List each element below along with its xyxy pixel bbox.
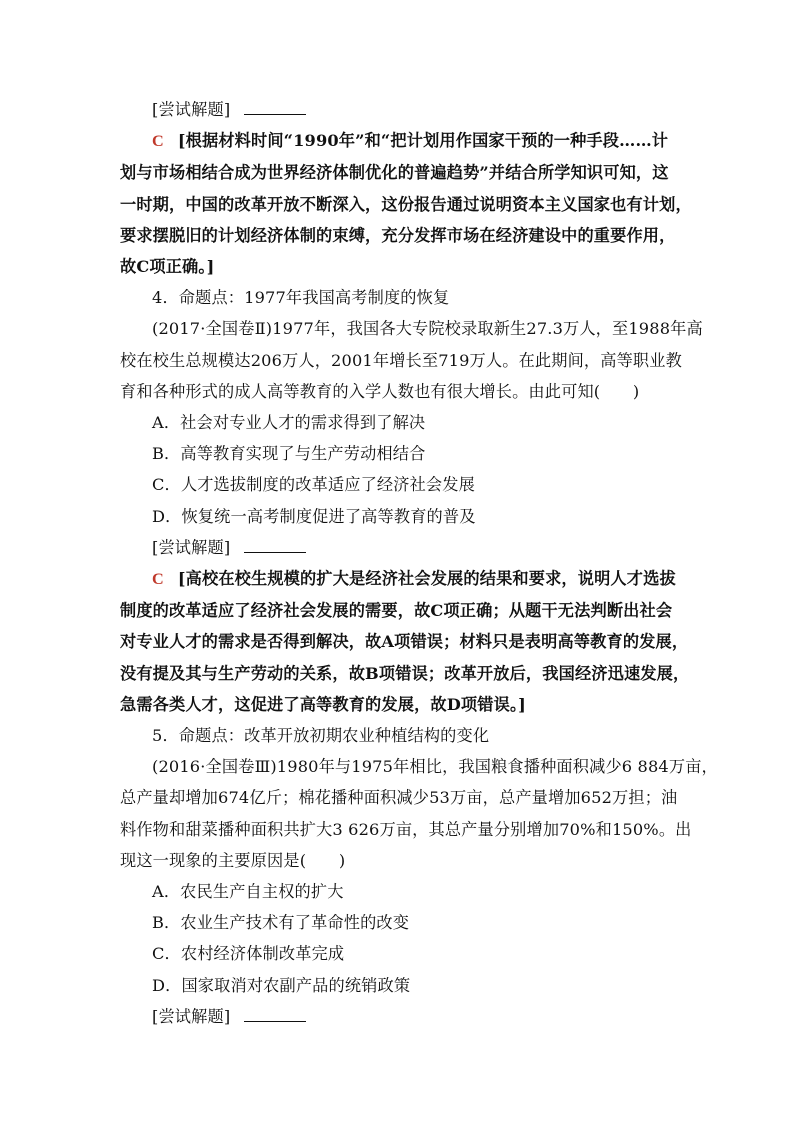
try-answer-text: [尝试解题]	[152, 537, 231, 557]
try-answer-text: [尝试解题]	[152, 100, 231, 119]
question-5-option-b: B．农业生产技术有了革命性的改变	[152, 913, 410, 933]
answer-letter: C	[152, 132, 164, 151]
answer-blank[interactable]	[244, 538, 306, 553]
question-5-stem-line-3: 现这一现象的主要原因是( )	[120, 850, 346, 870]
question-4-option-b: B．高等教育实现了与生产劳动相结合	[152, 444, 426, 464]
question-4-option-c: C．人才选拔制度的改革适应了经济社会发展	[152, 475, 475, 495]
answer-blank[interactable]	[244, 1007, 306, 1022]
question-4-option-d: D．恢复统一高考制度促进了高等教育的普及	[152, 506, 476, 526]
answer-explanation-1-line-3: 要求摆脱旧的计划经济体制的束缚，充分发挥市场在经济建设中的重要作用，	[120, 225, 676, 245]
answer-explanation-2-line-4: 急需各类人才，这促进了高等教育的发展，故D项错误。]	[120, 694, 526, 714]
question-5-option-d: D．国家取消对农副产品的统销政策	[152, 975, 411, 995]
answer-explanation-1-line-4: 故C项正确。]	[120, 257, 215, 277]
try-answer-label-3	[120, 1001, 680, 1032]
question-5-stem-line-2: 料作物和甜菜播种面积共扩大3 626万亩，其总产量分别增加70%和150%。出	[120, 819, 692, 839]
question-5-stem-line-1: 总产量却增加674亿斤；棉花播种面积减少53万亩，总产量增加652万担；油	[120, 788, 678, 808]
question-5-title: 5．命题点：改革开放初期农业种植结构的变化	[152, 726, 490, 746]
answer-explanation-1-line-2: 一时期，中国的改革开放不断深入，这份报告通过说明资本主义国家也有计划，	[120, 194, 692, 214]
question-4-title: 4．命题点：1977年我国高考制度的恢复	[152, 288, 450, 308]
answer-blank[interactable]	[244, 100, 306, 115]
answer-explanation-2-line-0: C [高校在校生规模的扩大是经济社会发展的结果和要求，说明人才选拔	[152, 569, 676, 589]
answer-explanation-2-line-2: 对专业人才的需求是否得到解决，故A项错误；材料只是表明高等教育的发展，	[120, 632, 689, 652]
question-5-option-a: A．农民生产自主权的扩大	[152, 882, 344, 902]
answer-letter: C	[152, 570, 164, 589]
question-4-option-a: A．社会对专业人才的需求得到了解决	[152, 413, 426, 433]
answer-explanation-1-line-1: 划与市场相结合成为世界经济体制优化的普遍趋势”并结合所学知识可知，这	[120, 163, 669, 183]
question-4-stem-line-1: 校在校生总规模达206万人，2001年增长至719万人。在此期间，高等职业教	[120, 350, 682, 370]
question-4-stem-line-2: 育和各种形式的成人高等教育的入学人数也有很大增长。由此可知( )	[120, 381, 640, 401]
answer-explanation-2-line-1: 制度的改革适应了经济社会发展的需要，故C项正确；从题干无法判断出社会	[120, 601, 673, 621]
document-page	[120, 94, 718, 1032]
answer-explanation-1-line-0: C [根据材料时间“1990年”和“把计划用作国家干预的一种手段……计	[152, 131, 669, 151]
question-5-option-c: C．农村经济体制改革完成	[152, 944, 345, 964]
question-4-stem-line-0: (2017·全国卷Ⅱ)1977年，我国各大专院校录取新生27.3万人，至1988年高	[152, 319, 703, 339]
try-answer-label-1	[120, 94, 680, 125]
answer-explanation-2-line-3: 没有提及其与生产劳动的关系，故B项错误；改革开放后，我国经济迅速发展，	[120, 663, 690, 683]
question-5-stem-line-0: (2016·全国卷Ⅲ)1980年与1975年相比，我国粮食播种面积减少6 884万亩，	[152, 757, 718, 777]
try-answer-label-2	[120, 532, 680, 563]
try-answer-text: [尝试解题]	[152, 1006, 231, 1026]
